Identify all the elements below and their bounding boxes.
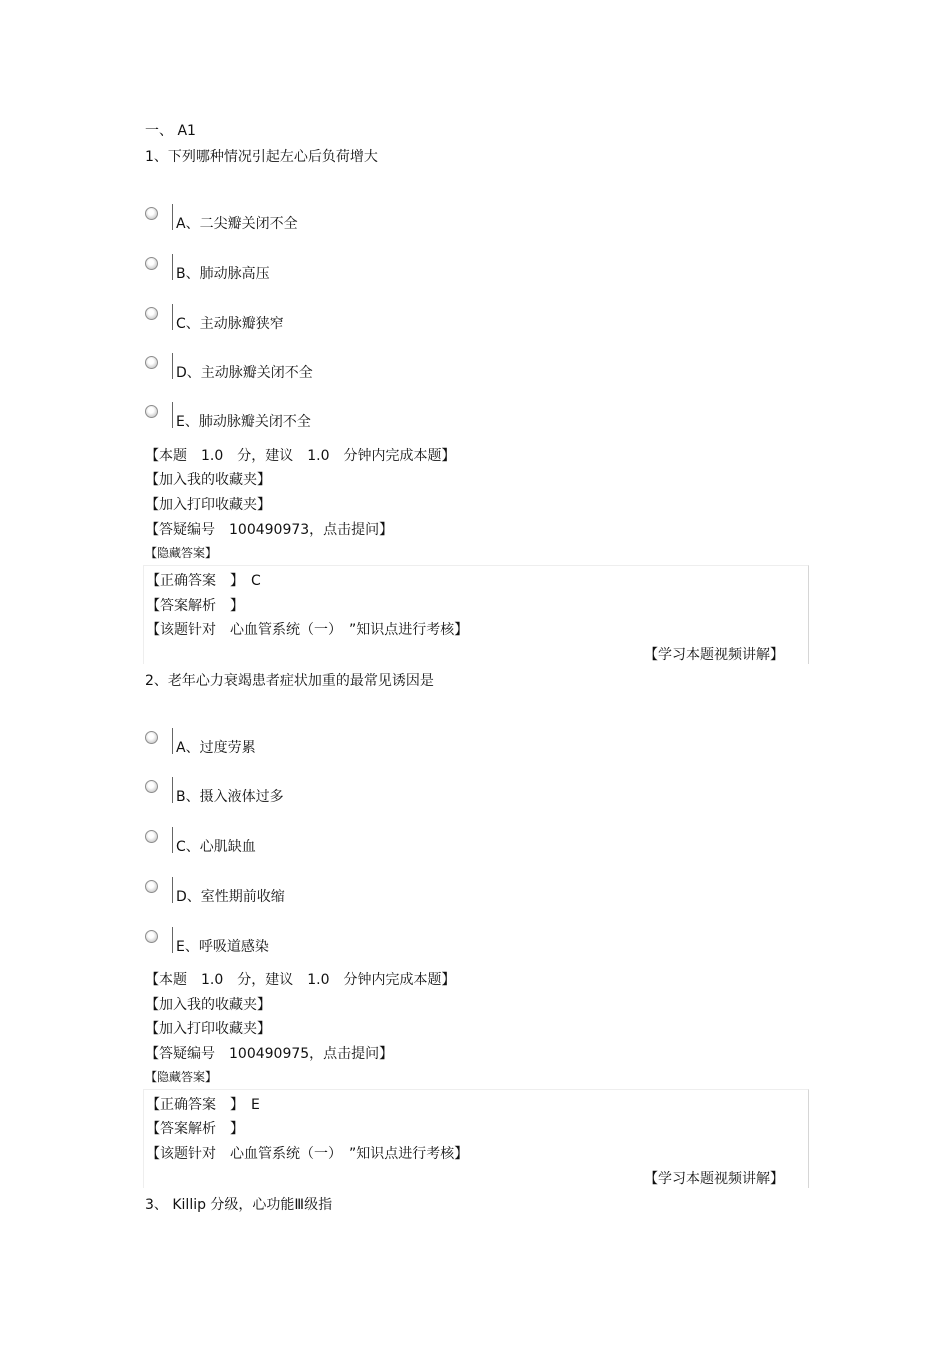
q1-hide-answer-link[interactable]: 【隐藏答案】: [145, 546, 218, 560]
radio-icon[interactable]: [145, 930, 158, 943]
q1-knowledge-point: 【该题针对 心血管系统（一） ”知识点进行考核】: [146, 622, 469, 638]
option-label[interactable]: E、肺动脉瓣关闭不全: [176, 414, 311, 430]
q1-video-explain-link[interactable]: 【学习本题视频讲解】: [644, 647, 784, 663]
radio-icon[interactable]: [145, 307, 158, 320]
q1-correct-answer: 【正确答案 】 C: [146, 573, 261, 589]
q2-correct-answer: 【正确答案 】 E: [146, 1097, 260, 1113]
option-label[interactable]: B、摄入液体过多: [176, 789, 284, 805]
q2-answer-analysis: 【答案解析 】: [146, 1121, 244, 1137]
radio-icon[interactable]: [145, 731, 158, 744]
option-divider: [172, 827, 173, 853]
option-label[interactable]: B、肺动脉高压: [176, 266, 270, 282]
q2-score-info: 【本题 1.0 分，建议 1.0 分钟内完成本题】: [145, 972, 456, 988]
radio-icon[interactable]: [145, 257, 158, 270]
q2-hide-answer-link[interactable]: 【隐藏答案】: [145, 1070, 218, 1084]
option-divider: [172, 204, 173, 230]
question-3-title: 3、 Killip 分级，心功能Ⅲ级指: [145, 1197, 333, 1213]
option-label[interactable]: A、二尖瓣关闭不全: [176, 216, 298, 232]
option-divider: [172, 877, 173, 903]
radio-icon[interactable]: [145, 405, 158, 418]
q1-answer-panel: [143, 565, 809, 664]
radio-icon[interactable]: [145, 880, 158, 893]
option-divider: [172, 927, 173, 953]
section-title: 一、 A1: [145, 123, 196, 139]
option-divider: [172, 728, 173, 754]
radio-icon[interactable]: [145, 780, 158, 793]
q2-knowledge-point: 【该题针对 心血管系统（一） ”知识点进行考核】: [146, 1146, 469, 1162]
q1-score-info: 【本题 1.0 分，建议 1.0 分钟内完成本题】: [145, 448, 456, 464]
q2-ask-question-link[interactable]: 【答疑编号 100490975，点击提问】: [145, 1046, 394, 1062]
q1-ask-question-link[interactable]: 【答疑编号 100490973，点击提问】: [145, 522, 394, 538]
option-label[interactable]: C、主动脉瓣狭窄: [176, 316, 284, 332]
option-label[interactable]: A、过度劳累: [176, 740, 256, 756]
q2-video-explain-link[interactable]: 【学习本题视频讲解】: [644, 1171, 784, 1187]
q1-answer-analysis: 【答案解析 】: [146, 598, 244, 614]
option-label[interactable]: E、呼吸道感染: [176, 939, 269, 955]
q1-add-favorites-link[interactable]: 【加入我的收藏夹】: [145, 472, 271, 488]
option-divider: [172, 304, 173, 330]
radio-icon[interactable]: [145, 830, 158, 843]
radio-icon[interactable]: [145, 207, 158, 220]
question-1-title: 1、下列哪种情况引起左心后负荷增大: [145, 149, 378, 165]
q2-answer-panel: [143, 1089, 809, 1188]
q1-add-print-favorites-link[interactable]: 【加入打印收藏夹】: [145, 497, 271, 513]
q2-add-favorites-link[interactable]: 【加入我的收藏夹】: [145, 997, 271, 1013]
option-label[interactable]: C、心肌缺血: [176, 839, 256, 855]
question-2-title: 2、老年心力衰竭患者症状加重的最常见诱因是: [145, 673, 434, 689]
option-label[interactable]: D、主动脉瓣关闭不全: [176, 365, 313, 381]
option-label[interactable]: D、室性期前收缩: [176, 889, 285, 905]
q2-add-print-favorites-link[interactable]: 【加入打印收藏夹】: [145, 1021, 271, 1037]
option-divider: [172, 777, 173, 803]
radio-icon[interactable]: [145, 356, 158, 369]
option-divider: [172, 254, 173, 280]
option-divider: [172, 402, 173, 428]
option-divider: [172, 353, 173, 379]
